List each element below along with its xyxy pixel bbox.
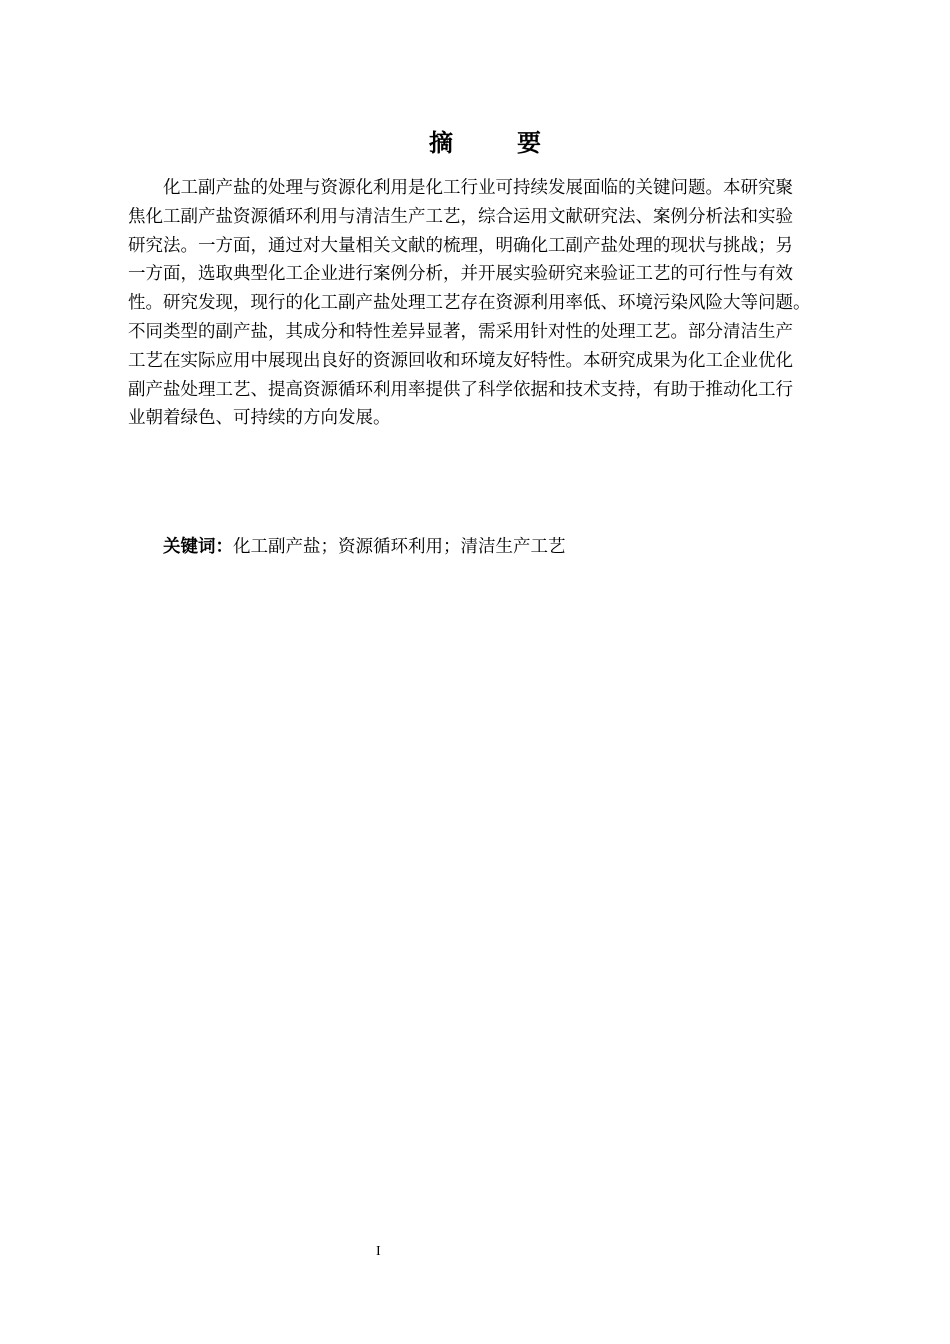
abstract-line: 性。研究发现，现行的化工副产盐处理工艺存在资源利用率低、环境污染风险大等问题。 <box>128 293 811 314</box>
abstract-body <box>128 174 868 433</box>
abstract-line: 副产盐处理工艺、提高资源循环利用率提供了科学依据和技术支持，有助于推动化工行 <box>128 379 793 400</box>
abstract-line: 不同类型的副产盐，其成分和特性差异显著，需采用针对性的处理工艺。部分清洁生产 <box>128 321 793 342</box>
keywords-row <box>163 534 566 560</box>
keywords-label: 关键词： <box>163 537 233 557</box>
abstract-title: 摘 要 <box>429 129 561 157</box>
abstract-line: 一方面，选取典型化工企业进行案例分析，并开展实验研究来验证工艺的可行性与有效 <box>128 264 793 285</box>
page-number: I <box>376 1244 381 1259</box>
abstract-line: 化工副产盐的处理与资源化利用是化工行业可持续发展面临的关键问题。本研究聚 <box>163 178 793 198</box>
abstract-line: 工艺在实际应用中展现出良好的资源回收和环境友好特性。本研究成果为化工企业优化 <box>128 350 793 371</box>
keywords-value: 化工副产盐；资源循环利用；清洁生产工艺 <box>233 537 566 557</box>
abstract-line: 业朝着绿色、可持续的方向发展。 <box>128 408 391 429</box>
abstract-line: 焦化工副产盐资源循环利用与清洁生产工艺，综合运用文献研究法、案例分析法和实验 <box>128 206 793 227</box>
abstract-line: 研究法。一方面，通过对大量相关文献的梳理，明确化工副产盐处理的现状与挑战；另 <box>128 235 793 256</box>
